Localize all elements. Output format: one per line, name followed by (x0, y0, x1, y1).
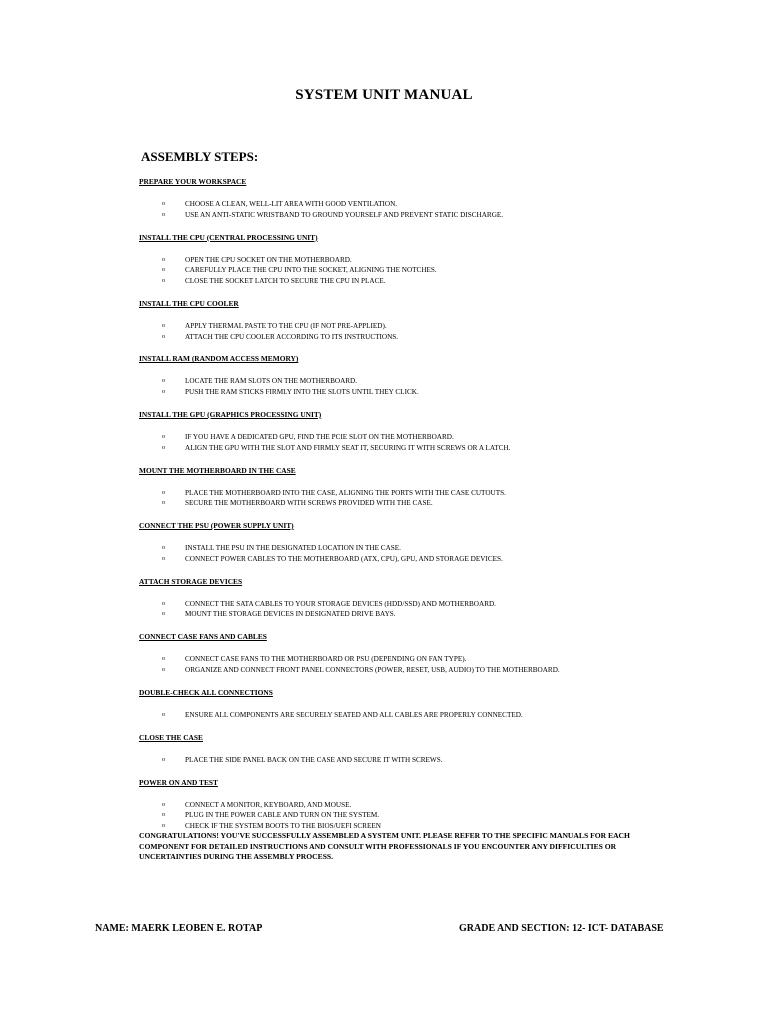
bullet-circle-icon: o (162, 378, 165, 385)
section-heading: POWER ON AND TEST (139, 777, 218, 787)
assembly-steps-heading: ASSEMBLY STEPS: (141, 149, 259, 164)
step-text: CONNECT THE SATA CABLES TO YOUR STORAGE DEVICES (HDD/SSD) AND MOTHERBOARD. (185, 599, 496, 608)
bullet-circle-icon: o (162, 545, 165, 552)
bullet-circle-icon: o (162, 555, 165, 562)
list-item (139, 321, 659, 332)
bullet-circle-icon: o (162, 711, 165, 718)
step-text: USE AN ANTI-STATIC WRISTBAND TO GROUND YOURSELF AND PREVENT STATIC DISCHARGE. (185, 210, 504, 219)
section-heading: MOUNT THE MOTHERBOARD IN THE CASE (139, 465, 296, 475)
bullet-circle-icon: o (162, 500, 165, 507)
list-item (139, 821, 659, 832)
step-list (139, 599, 659, 620)
document-title: SYSTEM UNIT MANUAL (295, 87, 473, 103)
step-text: ENSURE ALL COMPONENTS ARE SECURELY SEATED AND ALL CABLES ARE PROPERLY CONNECTED. (185, 710, 523, 719)
list-item (139, 710, 659, 721)
bullet-circle-icon: o (162, 656, 165, 663)
list-item (139, 276, 659, 287)
bullet-circle-icon: o (162, 756, 165, 763)
assembly-section (139, 354, 659, 397)
bullet-circle-icon: o (162, 256, 165, 263)
assembly-section (139, 466, 659, 509)
bullet-circle-icon: o (162, 277, 165, 284)
list-item (139, 210, 659, 221)
list-item (139, 755, 659, 766)
list-item (139, 810, 659, 821)
bullet-circle-icon: o (162, 822, 165, 829)
step-text: PUSH THE RAM STICKS FIRMLY INTO THE SLOTS UNTIL THEY CLICK. (185, 388, 419, 397)
step-text: PLACE THE SIDE PANEL BACK ON THE CASE AND SECURE IT WITH SCREWS. (185, 755, 443, 764)
step-list (139, 800, 659, 832)
footer-student-name: NAME: MAERK LEOBEN E. ROTAP (95, 923, 263, 934)
step-text: OPEN THE CPU SOCKET ON THE MOTHERBOARD. (185, 255, 352, 264)
bullet-circle-icon: o (162, 801, 165, 808)
list-item (139, 800, 659, 811)
footer-grade-section: GRADE AND SECTION: 12- ICT- DATABASE (459, 923, 664, 934)
step-text: CONNECT A MONITOR, KEYBOARD, AND MOUSE. (185, 800, 352, 809)
list-item (139, 654, 659, 665)
list-item (139, 609, 659, 620)
section-heading: INSTALL THE GPU (GRAPHICS PROCESSING UNIT) (139, 409, 322, 419)
step-text: ATTACH THE CPU COOLER ACCORDING TO ITS INSTRUCTIONS. (185, 332, 399, 341)
assembly-section (139, 410, 659, 453)
assembly-section (139, 521, 659, 564)
bullet-circle-icon: o (162, 433, 165, 440)
step-list (139, 755, 659, 766)
list-item (139, 265, 659, 276)
list-item (139, 665, 659, 676)
list-item (139, 488, 659, 499)
step-text: PLACE THE MOTHERBOARD INTO THE CASE, ALIGNING THE PORTS WITH THE CASE CUTOUTS. (185, 488, 506, 497)
step-text: PLUG IN THE POWER CABLE AND TURN ON THE SYSTEM. (185, 811, 380, 820)
section-heading: INSTALL RAM (RANDOM ACCESS MEMORY) (139, 354, 299, 364)
step-text: APPLY THERMAL PASTE TO THE CPU (IF NOT PRE-APPLIED). (185, 321, 387, 330)
assembly-sections (139, 177, 659, 832)
list-item (139, 332, 659, 343)
bullet-circle-icon: o (162, 489, 165, 496)
section-heading: CONNECT THE PSU (POWER SUPPLY UNIT) (139, 521, 294, 531)
step-text: ORGANIZE AND CONNECT FRONT PANEL CONNECTORS (POWER, RESET, USB, AUDIO) TO THE MOTHERBOARD. (185, 665, 560, 674)
step-list (139, 321, 659, 342)
bullet-circle-icon: o (162, 812, 165, 819)
step-list (139, 654, 659, 675)
step-text: IF YOU HAVE A DEDICATED GPU, FIND THE PCIE SLOT ON THE MOTHERBOARD. (185, 432, 454, 441)
step-list (139, 255, 659, 287)
list-item (139, 432, 659, 443)
list-item (139, 387, 659, 398)
section-heading: CLOSE THE CASE (139, 732, 203, 742)
list-item (139, 599, 659, 610)
list-item (139, 498, 659, 509)
section-heading: INSTALL THE CPU (CENTRAL PROCESSING UNIT) (139, 232, 318, 242)
step-text: MOUNT THE STORAGE DEVICES IN DESIGNATED DRIVE BAYS. (185, 610, 396, 619)
bullet-circle-icon: o (162, 267, 165, 274)
bullet-circle-icon: o (162, 322, 165, 329)
bullet-circle-icon: o (162, 666, 165, 673)
closing-paragraph: CONGRATULATIONS! YOU'VE SUCCESSFULLY ASSEMBLED A SYSTEM UNIT. PLEASE REFER TO THE SPECIFIC MANUALS FOR EACH COMPONENT FOR DETAILED INSTRUCTIONS AND CONSULT WITH PROFESSIONALS IF YOU ENCOUNTER ANY DIFFICULTIES OR UNCERTAINTIES DURING THE ASSEMBLY PROCESS. (139, 831, 630, 862)
assembly-section (139, 177, 659, 220)
assembly-section (139, 688, 659, 721)
step-text: CONNECT CASE FANS TO THE MOTHERBOARD OR PSU (DEPENDING ON FAN TYPE). (185, 655, 467, 664)
step-text: CHECK IF THE SYSTEM BOOTS TO THE BIOS/UEFI SCREEN (185, 821, 381, 830)
step-list (139, 376, 659, 397)
assembly-section (139, 299, 659, 342)
assembly-section (139, 233, 659, 287)
bullet-circle-icon: o (162, 333, 165, 340)
section-heading: PREPARE YOUR WORKSPACE (139, 177, 247, 186)
step-text: INSTALL THE PSU IN THE DESIGNATED LOCATION IN THE CASE. (185, 544, 401, 553)
list-item (139, 443, 659, 454)
step-list (139, 488, 659, 509)
assembly-section (139, 733, 659, 766)
assembly-section (139, 778, 659, 832)
step-list (139, 710, 659, 721)
list-item (139, 376, 659, 387)
bullet-circle-icon: o (162, 389, 165, 396)
bullet-circle-icon: o (162, 600, 165, 607)
list-item (139, 199, 659, 210)
list-item (139, 255, 659, 266)
step-text: CHOOSE A CLEAN, WELL-LIT AREA WITH GOOD VENTILATION. (185, 200, 398, 208)
bullet-circle-icon: o (162, 201, 165, 207)
assembly-section (139, 577, 659, 620)
section-heading: CONNECT CASE FANS AND CABLES (139, 632, 267, 642)
step-text: SECURE THE MOTHERBOARD WITH SCREWS PROVIDED WITH THE CASE. (185, 499, 433, 508)
step-text: CAREFULLY PLACE THE CPU INTO THE SOCKET, ALIGNING THE NOTCHES. (185, 266, 437, 275)
section-heading: DOUBLE-CHECK ALL CONNECTIONS (139, 687, 273, 697)
bullet-circle-icon: o (162, 444, 165, 451)
step-list (139, 543, 659, 564)
bullet-circle-icon: o (162, 211, 165, 218)
section-heading: ATTACH STORAGE DEVICES (139, 576, 243, 586)
step-list (139, 199, 659, 220)
step-text: CONNECT POWER CABLES TO THE MOTHERBOARD (ATX, CPU), GPU, AND STORAGE DEVICES. (185, 554, 503, 563)
list-item (139, 554, 659, 565)
step-text: ALIGN THE GPU WITH THE SLOT AND FIRMLY SEAT IT, SECURING IT WITH SCREWS OR A LATCH. (185, 443, 511, 452)
step-list (139, 432, 659, 453)
list-item (139, 543, 659, 554)
bullet-circle-icon: o (162, 611, 165, 618)
step-text: CLOSE THE SOCKET LATCH TO SECURE THE CPU IN PLACE. (185, 276, 386, 285)
assembly-section (139, 632, 659, 675)
section-heading: INSTALL THE CPU COOLER (139, 298, 239, 308)
step-text: LOCATE THE RAM SLOTS ON THE MOTHERBOARD. (185, 377, 358, 386)
